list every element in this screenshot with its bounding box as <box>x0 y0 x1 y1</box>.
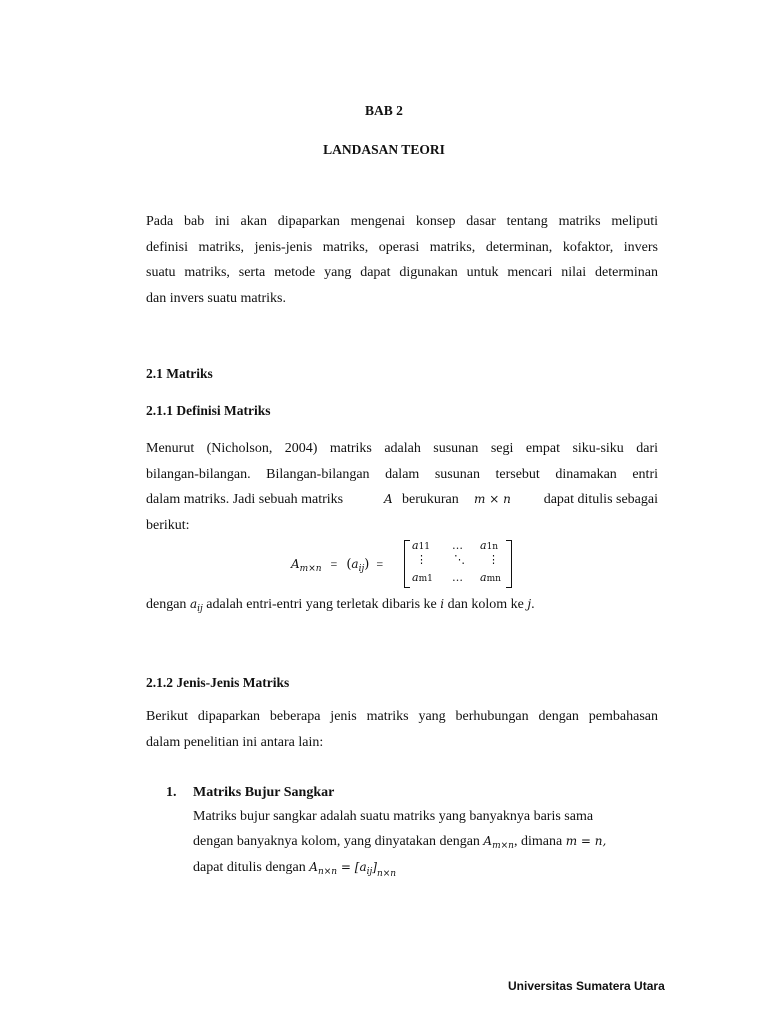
cell-a11: a11 <box>412 539 431 552</box>
equation-lhs: $A_{m\times n} = (a_{ij})$ = <box>291 557 384 574</box>
matrix-display <box>404 540 512 588</box>
chapter-title: LANDASAN TEORI <box>323 142 445 157</box>
footer-university: Universitas Sumatera Utara <box>508 979 665 993</box>
section-heading-2-1-1: 2.1.1 Definisi Matriks <box>146 403 271 418</box>
intro-line: definisi matriks, jenis-jenis matriks, operasi matriks, determinan, kofaktor, invers <box>146 239 658 255</box>
list-title: Matriks Bujur Sangkar <box>193 785 335 800</box>
definisi-paragraph <box>146 436 658 538</box>
jenis-line: Berikut dipaparkan beberapa jenis matriks yang berhubungan dengan pembahasan <box>146 709 658 724</box>
definisi-line-math: dalam matriks. Jadi sebuah matriks A berukuran m × n dapat ditulis sebagai <box>146 487 658 513</box>
matrix-dimension: m × n <box>474 492 511 506</box>
definisi-line: bilangan-bilangan. Bilangan-bilangan dalam susunan tersebut dinamakan entri <box>146 466 658 482</box>
jenis-line: dalam penelitian ini antara lain: <box>146 734 324 750</box>
intro-line: Pada bab ini akan dipaparkan mengenai konsep dasar tentang matriks meliputi <box>146 214 658 229</box>
cell-vdots-right: ⋮ <box>488 553 499 566</box>
cell-vdots-left: ⋮ <box>416 553 427 566</box>
chapter-number: BAB 2 <box>365 103 403 118</box>
cell-a1n: a1n <box>480 539 499 552</box>
cell-dots-bottom: … <box>452 571 463 584</box>
bracket-right <box>506 540 512 588</box>
cell-ddots: ⋱ <box>454 553 465 566</box>
cell-am1: am1 <box>412 571 433 584</box>
cell-dots-top: … <box>452 539 463 552</box>
list-line-2: dengan banyaknya kolom, yang dinyatakan dengan $A_{m\times n}$, dimana m = n, <box>193 834 607 851</box>
section-heading-2-1: 2.1 Matriks <box>146 366 213 381</box>
definisi-line: berikut: <box>146 517 190 533</box>
matrix-var: A <box>384 492 393 506</box>
section-heading-2-1-2: 2.1.2 Jenis-Jenis Matriks <box>146 675 290 690</box>
intro-paragraph <box>146 209 658 311</box>
list-number: 1. <box>166 785 177 800</box>
cell-amn: amn <box>480 571 501 584</box>
bracket-left <box>404 540 410 588</box>
definisi-line: Menurut (Nicholson, 2004) matriks adalah susunan segi empat siku-siku dari <box>146 441 658 456</box>
intro-line: suatu matriks, serta metode yang dapat digunakan untuk mencari nilai determinan <box>146 265 658 280</box>
jenis-intro-paragraph <box>146 704 658 755</box>
after-equation-text: dengan $a_{ij}$ adalah entri-entri yang terletak dibaris ke i dan kolom ke j. <box>146 597 535 614</box>
list-line-3: dapat ditulis dengan $A_{n\times n} = [a_{ij}]_{n\times n}$ <box>193 860 397 879</box>
list-line-1: Matriks bujur sangkar adalah suatu matriks yang banyaknya baris sama <box>193 809 594 824</box>
intro-line: dan invers suatu matriks. <box>146 290 286 306</box>
